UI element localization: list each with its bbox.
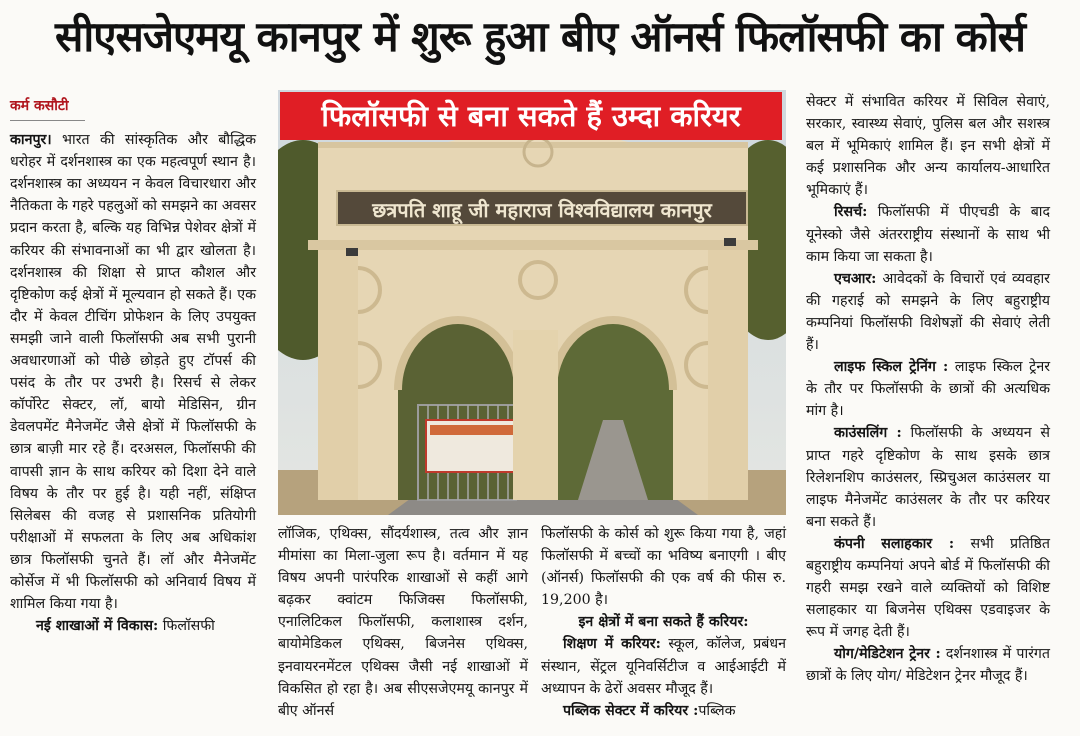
public-sector-text: पब्लिक [698, 702, 736, 719]
gate-sign: छत्रपति शाहू जी महाराज विश्वविद्यालय कानपुर [336, 190, 748, 226]
headline: सीएसजेएमयू कानपुर में शुरू हुआ बीए ऑनर्स फिलॉसफी का कोर्स [54, 12, 1026, 61]
yoga-label: योग/मेडिटेशन ट्रेनर : [834, 646, 941, 663]
hr-label: एचआर: [834, 270, 877, 287]
counseling-text: फिलॉसफी के अध्ययन से प्राप्त गहरे दृष्टिकोण के साथ इसके छात्र रिलेशनशिप काउंसलर, स्प्रिचुअल काउंसलर या लाइफ मैनेजमेंट काउंसलर के तौर पर करियर बना सकते हैं। [806, 425, 1050, 530]
public-sector-paragraph [541, 700, 786, 722]
research-paragraph [806, 201, 1050, 267]
subhead-new-branches: नई शाखाओं में विकास: [36, 618, 159, 635]
dateline: कानपुर। [10, 132, 52, 149]
research-label: रिसर्च: [834, 204, 868, 221]
life-skill-text: लाइफ स्किल ट्रेनर के तौर पर फिलॉसफी के छात्रों की अत्यधिक मांग है। [806, 359, 1051, 420]
column-1-subsection [10, 615, 256, 637]
company-advisor-text: सभी प्रतिष्ठित बहुराष्ट्रीय कम्पनियां अपने बोर्ड में फिलॉसफी की गहरी समझ रखने वाले व्यक्तियों को विशिष्ट सलाहकार या बिजनेस एथिक्स एडवाइजर के रूप में जगह देती हैं। [806, 535, 1050, 641]
article-column-1 [10, 95, 256, 637]
article-column-2 [278, 523, 528, 722]
column-2-text: लॉजिक, एथिक्स, सौंदर्यशास्त्र, तत्व और ज्ञान मीमांसा का मिला-जुला रूप है। वर्तमान में यह विषय अपनी पारंपरिक शाखाओं से कहीं आगे बढ़कर क्वांटम फिजिक्स फिलॉसफी, एनालिटिकल फिलॉसफी, कलाशास्त्र दर्शन, बायोमेडिकल एथिक्स, बिजनेस एथिक्स, इनवायरनमेंटल एथिक्स जैसी नई शाखाओं में विकसित हो रहा है। अब सीएसजेएमयू कानपुर में बीए ऑनर्स [278, 526, 528, 719]
column-4-intro: सेक्टर में संभावित करियर में सिविल सेवाएं, सरकार, स्वास्थ्य सेवाएं, पुलिस बल और सशस्त्र बल में भूमिकाएं शामिल हैं। इन सभी क्षेत्रों में कई प्रशासनिक और अन्य कार्यालय-आधारित भूमिकाएं हैं। [806, 94, 1050, 199]
counseling-label: काउंसलिंग : [834, 425, 902, 442]
teaching-paragraph [541, 633, 786, 699]
yoga-paragraph [806, 643, 1050, 687]
new-branches-text: फिलॉसफी [158, 618, 215, 635]
photo-banner: फिलॉसफी से बना सकते हैं उम्दा करियर [280, 92, 782, 140]
public-sector-label: पब्लिक सेक्टर में करियर : [563, 702, 699, 719]
column-3-text: फिलॉसफी के कोर्स को शुरू किया गया है, जहां फिलॉसफी में बच्चों का भविष्य बनाएगी । बीए (ऑनर्स) फिलॉसफी की एक वर्ष की फीस रु. 19,200 है। [541, 526, 786, 609]
yoga-text: दर्शनशास्त्र में पारंगत छात्रों के लिए योग/ मेडिटेशन ट्रेनर मौजूद हैं। [806, 646, 1050, 685]
life-skill-label: लाइफ स्किल ट्रेनिंग : [834, 359, 949, 376]
hr-paragraph [806, 268, 1050, 356]
column-1-text: भारत की सांस्कृतिक और बौद्धिक धरोहर में दर्शनशास्त्र का एक महत्वपूर्ण स्थान है। दर्शनशास्त्र का अध्ययन न केवल विचारधारा और नैतिकता के गहरे पहलुओं को समझने का अवसर प्रदान करता है, बल्कि यह विभिन्न पेशेवर क्षेत्रों में करियर की संभावनाओं का भी द्वार खोलता है। दर्शनशास्त्र की शिक्षा से प्राप्त कौशल और दृष्टिकोण कई क्षेत्रों में मूल्यवान हो सकते हैं। एक दौर में केवल टीचिंग प्रोफेशन के लिए उपयुक्त समझी जाने वाली फिलॉसफी अब सभी पुरानी अवधारणाओं को पीछे छोड़ते हुए टॉपर्स की पसंद के तौर पर उभरी है। रिसर्च से लेकर कॉर्पोरेट सेक्टर, लॉ, बायो मेडिसिन, ग्रीन डेवलपमेंट मैनेजमेंट जैसे क्षेत्रों में फिलॉसफी के छात्र बाज़ी मार रहे हैं। दरअसल, फिलॉसफी की वापसी ज्ञान के साथ करियर को दिशा देने वाले विषय के तौर पर हुई है। यही नहीं, संक्षिप्त सिलेबस की वजह से प्रशासनिक प्रतियोगी परीक्षाओं में सफलता के लिए अब अधिकांश छात्र फिलॉसफी चुनते हैं। लॉ और मैनेजमेंट कोर्सेज में भी फिलॉसफी को अनिवार्य विषय में शामिल किया गया है। [10, 132, 256, 613]
subhead-career-fields: इन क्षेत्रों में बना सकते हैं करियर: [578, 614, 749, 631]
teaching-label: शिक्षण में करियर: [563, 636, 661, 653]
company-advisor-paragraph [806, 533, 1050, 643]
column-1-paragraph [10, 129, 256, 615]
counseling-paragraph [806, 422, 1050, 532]
life-skill-paragraph [806, 356, 1050, 422]
hr-text: आवेदकों के विचारों एवं व्यवहार की गहराई को समझने के लिए बहुराष्ट्रीय कम्पनियां फिलॉसफी विशेषज्ञों की सेवाएं लेती हैं। [806, 270, 1050, 354]
teaching-text: स्कूल, कॉलेज, प्रबंधन संस्थान, सेंट्रल यूनिवर्सिटीज व आईआईटी में अध्यापन के ढेरों अवसर मौजूद हैं। [541, 636, 786, 697]
research-text: फिलॉसफी में पीएचडी के बाद यूनेस्को जैसे अंतरराष्ट्रीय संस्थानों के साथ भी काम किया जा सकता है। [806, 204, 1050, 265]
article-column-4 [806, 91, 1050, 688]
article-photo [278, 90, 786, 515]
article-column-3 [541, 523, 786, 722]
university-gate-image [278, 90, 786, 515]
company-advisor-label: कंपनी सलाहकार : [834, 535, 955, 552]
byline: कर्म कसौटी [10, 95, 85, 121]
